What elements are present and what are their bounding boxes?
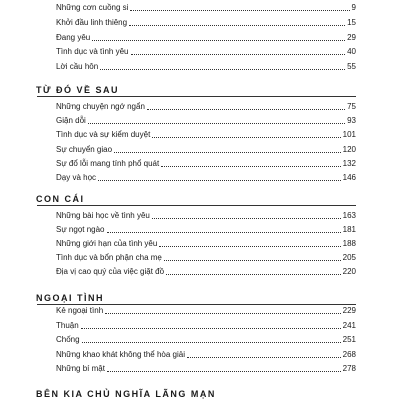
- toc-entry-page: 220: [342, 267, 356, 276]
- section-rule: [37, 96, 356, 97]
- toc-entry-title: Sự đổ lỗi mang tính phổ quát: [56, 159, 160, 168]
- toc-entry: [56, 225, 356, 235]
- toc-entry: [56, 102, 356, 112]
- toc-entry-page: 29: [347, 33, 356, 42]
- toc-entry-title: Những chuyện ngớ ngẩn: [56, 102, 145, 111]
- toc-entry-page: 9: [351, 3, 356, 12]
- toc-entry-title: Giận dỗi: [56, 116, 86, 125]
- dot-leader: [161, 166, 340, 167]
- toc-entry: [56, 18, 356, 28]
- toc-entry: [56, 62, 356, 72]
- dot-leader: [147, 109, 345, 110]
- toc-entry-page: 93: [347, 116, 356, 125]
- toc-entry-title: Sự chuyển giao: [56, 145, 113, 154]
- toc-entry: [56, 253, 356, 263]
- dot-leader: [131, 54, 346, 55]
- toc-entry: [56, 267, 356, 277]
- toc-entry: [56, 145, 356, 155]
- toc-entry-page: 268: [342, 350, 356, 359]
- toc-entry-title: Những khao khát không thể hòa giải: [56, 350, 186, 359]
- dot-leader: [98, 180, 341, 181]
- toc-entry: [56, 173, 356, 183]
- toc-entry-title: Đang yêu: [56, 33, 91, 42]
- toc-entry-page: 55: [347, 62, 356, 71]
- section-heading: CON CÁI: [36, 194, 85, 204]
- dot-leader: [159, 246, 340, 247]
- toc-entry: [56, 211, 356, 221]
- toc-entry-title: Tình dục và bổn phận cha mẹ: [56, 253, 162, 262]
- toc-entry-title: Những cơn cuồng si: [56, 3, 129, 12]
- section-heading: NGOẠI TÌNH: [36, 293, 104, 303]
- toc-entry-page: 278: [342, 364, 356, 373]
- toc-entry: [56, 239, 356, 249]
- dot-leader: [164, 260, 341, 261]
- toc-entry: [56, 130, 356, 140]
- toc-entry-title: Những bài học về tình yêu: [56, 211, 150, 220]
- section-heading: TỪ ĐÓ VỀ SAU: [36, 85, 119, 95]
- section-rule: [37, 304, 356, 305]
- toc-entry-page: 120: [342, 145, 356, 154]
- dot-leader: [107, 371, 341, 372]
- dot-leader: [166, 274, 341, 275]
- toc-entry: [56, 306, 356, 316]
- toc-entry: [56, 47, 356, 57]
- toc-entry-page: 229: [342, 306, 356, 315]
- toc-entry-page: 75: [347, 102, 356, 111]
- toc-entry-page: 101: [342, 130, 356, 139]
- dot-leader: [187, 357, 341, 358]
- dot-leader: [81, 328, 341, 329]
- dot-leader: [92, 40, 345, 41]
- dot-leader: [152, 137, 340, 138]
- toc-entry-page: 205: [342, 253, 356, 262]
- toc-entry-title: Tình dục và sự kiểm duyệt: [56, 130, 151, 139]
- dot-leader: [129, 25, 345, 26]
- toc-entry: [56, 335, 356, 345]
- dot-leader: [107, 232, 341, 233]
- toc-entry-page: 132: [342, 159, 356, 168]
- dot-leader: [130, 10, 349, 11]
- toc-entry-title: Tình dục và tình yêu: [56, 47, 129, 56]
- toc-entry-title: Sự ngọt ngào: [56, 225, 105, 234]
- toc-entry-title: Thuận: [56, 321, 79, 330]
- toc-entry: [56, 33, 356, 43]
- dot-leader: [152, 218, 341, 219]
- toc-entry-title: Những bí mật: [56, 364, 105, 373]
- toc-entry-page: 241: [342, 321, 356, 330]
- toc-entry-page: 181: [342, 225, 356, 234]
- toc-entry-title: Khởi đầu linh thiêng: [56, 18, 128, 27]
- toc-entry-page: 146: [342, 173, 356, 182]
- toc-entry: [56, 159, 356, 169]
- section-heading: BÊN KIA CHỦ NGHĨA LÃNG MẠN: [36, 389, 216, 399]
- toc-entry-title: Lời cầu hôn: [56, 62, 99, 71]
- section-rule: [37, 205, 356, 206]
- toc-entry-page: 15: [347, 18, 356, 27]
- toc-entry-page: 188: [342, 239, 356, 248]
- toc-entry-page: 163: [342, 211, 356, 220]
- dot-leader: [100, 69, 345, 70]
- toc-entry-title: Dạy và học: [56, 173, 97, 182]
- dot-leader: [105, 313, 340, 314]
- toc-entry: [56, 350, 356, 360]
- toc-entry: [56, 321, 356, 331]
- toc-entry: [56, 116, 356, 126]
- dot-leader: [88, 123, 345, 124]
- dot-leader: [114, 152, 341, 153]
- dot-leader: [82, 342, 341, 343]
- toc-entry: [56, 3, 356, 13]
- toc-entry-page: 40: [347, 47, 356, 56]
- toc-entry-title: Những giới hạn của tình yêu: [56, 239, 158, 248]
- toc-entry-title: Chống: [56, 335, 80, 344]
- toc-entry-page: 251: [342, 335, 356, 344]
- toc-entry-title: Kẻ ngoại tình: [56, 306, 104, 315]
- toc-entry: [56, 364, 356, 374]
- toc-entry-title: Địa vị cao quý của việc giặt đồ: [56, 267, 165, 276]
